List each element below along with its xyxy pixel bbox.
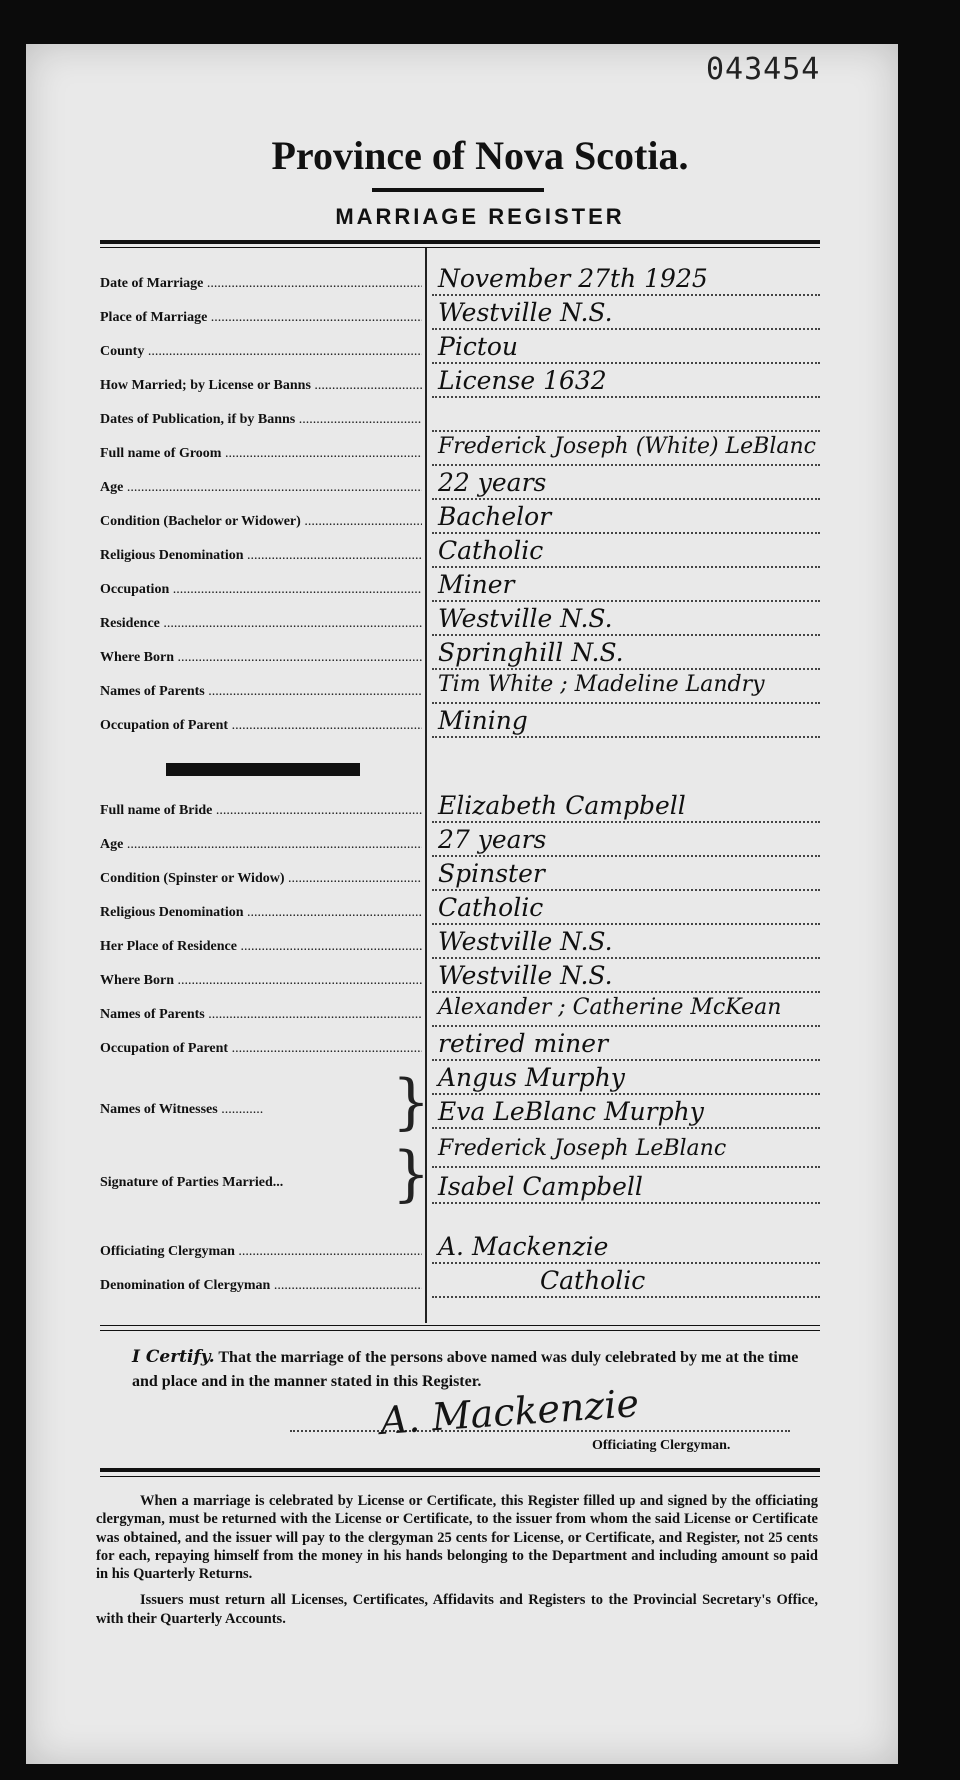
clergy-signature: A. Mackenzie — [378, 1381, 641, 1443]
field-line — [432, 404, 820, 432]
field-value: Mining — [438, 706, 528, 735]
field-value: Frederick Joseph LeBlanc — [438, 1136, 727, 1161]
field-label: Residence ..... — [100, 616, 422, 632]
field-label: Names of Parents ..... — [100, 684, 422, 700]
field-label: Where Born ..... — [100, 650, 422, 666]
field-label: Place of Marriage ..... — [100, 310, 422, 326]
field-label: Full name of Bride ..... — [100, 803, 422, 819]
field-value: Catholic — [438, 536, 544, 565]
field-label: How Married; by License or Banns ..... — [100, 378, 422, 394]
field-value: Elizabeth Campbell — [438, 791, 686, 820]
document-number: 043454 — [706, 52, 821, 87]
field-value: Spinster — [438, 859, 545, 888]
field-value: Westville N.S. — [438, 604, 613, 633]
field-label: Full name of Groom ..... — [100, 446, 422, 462]
field-value: Pictou — [438, 332, 519, 361]
field-label: Religious Denomination ..... — [100, 905, 422, 921]
field-label: Dates of Publication, if by Banns ..... — [100, 412, 422, 428]
section-rule-bottom — [100, 1330, 820, 1331]
field-value: Catholic — [438, 893, 544, 922]
row-bride-parents — [100, 995, 820, 1033]
row-groom-condition — [100, 502, 820, 540]
field-value: Catholic — [540, 1266, 646, 1295]
header-rule-thin — [100, 247, 820, 248]
field-value: License 1632 — [438, 366, 607, 395]
row-groom-residence — [100, 604, 820, 642]
row-bride-residence — [100, 927, 820, 965]
certificate-lead: I Certify. — [132, 1347, 215, 1367]
field-value: Eva LeBlanc Murphy — [438, 1097, 704, 1126]
row-officiating-clergyman — [100, 1232, 820, 1270]
row-groom-religion — [100, 536, 820, 574]
field-value: Tim White ; Madeline Landry — [438, 672, 765, 697]
section-separator — [166, 763, 360, 776]
row-bride-birthplace — [100, 961, 820, 999]
field-label: Her Place of Residence ..... — [100, 939, 422, 955]
note-paragraph: When a marriage is celebrated by License or Certificate, this Register filled up and signed by the officiating clergyman, must be returned with the License or Certificate, to the issuer from whom the said License or Certificate was obtained, and the issuer will pay to the clergyman 25 cents for License, or Certificate, and Register, not 25 cents for each, repaying himself from the money in his hands belonging to the Department and including amount so paid in his Quarterly Returns. — [96, 1493, 818, 1583]
header-rule — [100, 240, 820, 244]
row-signature-groom — [100, 1136, 820, 1174]
footer-rule — [100, 1468, 820, 1472]
field-label: Condition (Bachelor or Widower) ..... — [100, 514, 422, 530]
field-value: Westville N.S. — [438, 298, 613, 327]
row-groom-parent-occupation — [100, 706, 820, 744]
row-dates-of-publication — [100, 404, 820, 438]
signatures-label: Signature of Parties Married... — [100, 1175, 284, 1190]
field-value: A. Mackenzie — [438, 1232, 609, 1261]
field-label: Condition (Spinster or Widow) ..... — [100, 871, 422, 887]
field-value: November 27th 1925 — [438, 264, 708, 293]
field-value: Bachelor — [438, 502, 552, 531]
row-place-of-marriage — [100, 298, 820, 336]
instructions-note — [96, 1492, 818, 1636]
register-subtitle: MARRIAGE REGISTER — [335, 204, 625, 229]
field-label: Religious Denomination ..... — [100, 548, 422, 564]
field-label: Officiating Clergyman ..... — [100, 1244, 422, 1260]
field-value: Angus Murphy — [438, 1063, 625, 1092]
field-label: Occupation of Parent ..... — [100, 1041, 422, 1057]
witnesses-label: Names of Witnesses ............ — [100, 1102, 264, 1117]
row-county — [100, 332, 820, 370]
field-value: Alexander ; Catherine McKean — [438, 995, 782, 1020]
row-groom-birthplace — [100, 638, 820, 676]
signatures-brace: } — [392, 1139, 431, 1209]
certificate-text — [132, 1345, 822, 1393]
field-value: Frederick Joseph (White) LeBlanc — [438, 434, 816, 459]
row-groom-age — [100, 468, 820, 506]
row-groom-parents — [100, 672, 820, 710]
page-title: Province of Nova Scotia. — [271, 133, 689, 178]
field-value: retired miner — [438, 1029, 609, 1058]
field-label: Date of Marriage ..... — [100, 276, 422, 292]
row-bride-name — [100, 791, 820, 829]
note-paragraph: Issuers must return all Licenses, Certificates, Affidavits and Registers to the Provincial Secretary's Office, with their Quarterly Accounts. — [96, 1592, 818, 1627]
row-bride-religion — [100, 893, 820, 931]
field-label: Occupation of Parent ..... — [100, 718, 422, 734]
row-bride-condition — [100, 859, 820, 897]
witnesses-label-text: Names of Witnesses — [100, 1102, 218, 1117]
field-value: Springhill N.S. — [438, 638, 624, 667]
row-bride-age — [100, 825, 820, 863]
row-date-of-marriage — [100, 264, 820, 302]
field-value: Miner — [438, 570, 515, 599]
field-label: Names of Parents ..... — [100, 1007, 422, 1023]
field-value: 27 years — [438, 825, 547, 854]
row-signature-bride — [100, 1172, 820, 1210]
field-label: Where Born ..... — [100, 973, 422, 989]
row-witness-1 — [100, 1063, 820, 1101]
field-value: Westville N.S. — [438, 961, 613, 990]
row-witness-2 — [100, 1097, 820, 1135]
footer-rule-thin — [100, 1476, 820, 1477]
field-value: 22 years — [438, 468, 547, 497]
row-how-married — [100, 366, 820, 404]
signature-caption: Officiating Clergyman. — [592, 1438, 731, 1453]
field-label: Age ..... — [100, 837, 422, 853]
field-value: Westville N.S. — [438, 927, 613, 956]
row-bride-parent-occupation — [100, 1029, 820, 1067]
witnesses-brace: } — [392, 1067, 431, 1137]
row-clergy-denomination — [100, 1266, 820, 1304]
section-rule-top — [100, 1325, 820, 1326]
field-label: Denomination of Clergyman ..... — [100, 1278, 422, 1294]
field-label: County ..... — [100, 344, 422, 360]
row-groom-name — [100, 434, 820, 472]
field-label: Age ..... — [100, 480, 422, 496]
field-label: Occupation ..... — [100, 582, 422, 598]
row-groom-occupation — [100, 570, 820, 608]
title-rule — [372, 188, 544, 192]
certificate-body: That the marriage of the persons above named was duly celebrated by me at the time and place and in the manner stated in this Register. — [132, 1349, 799, 1390]
field-value: Isabel Campbell — [438, 1172, 643, 1201]
